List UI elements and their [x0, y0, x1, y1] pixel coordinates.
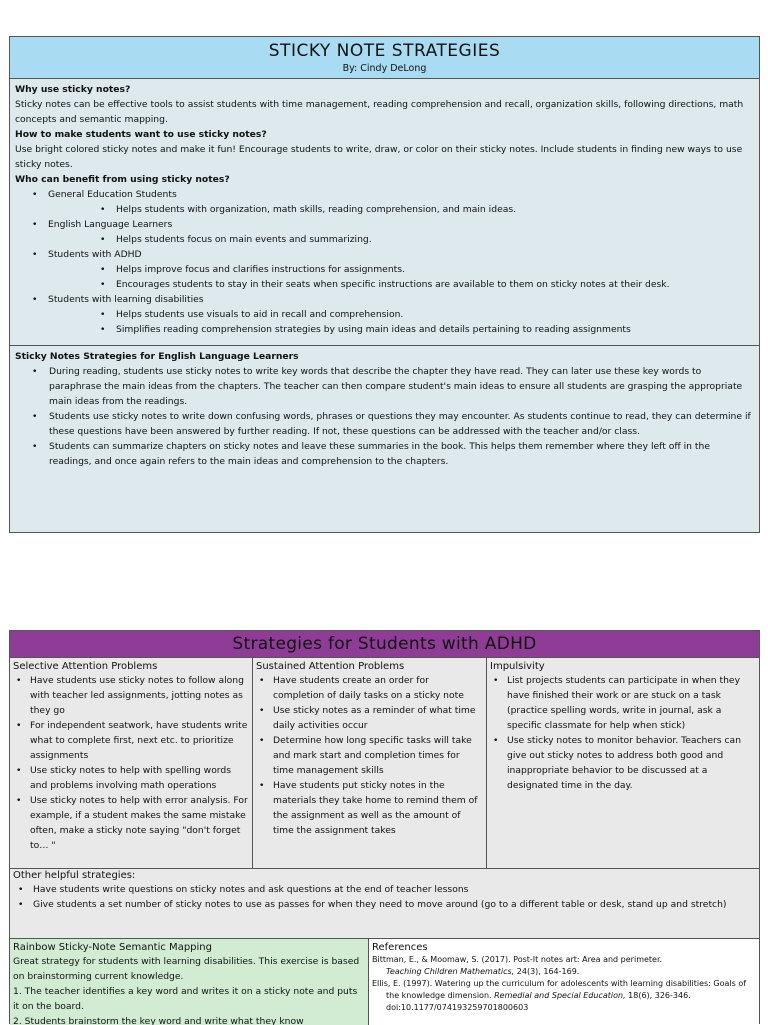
selective-heading: Selective Attention Problems	[13, 661, 158, 672]
other-strategies	[10, 869, 759, 939]
impulsivity-heading: Impulsivity	[490, 661, 545, 672]
impulsivity-item: • Use sticky notes to monitor behavior. Teachers can give out sticky notes to address both good and inappropriate behavior to be discussed at a designated time in the day.	[490, 733, 756, 793]
sticky-note-strategies-sheet	[9, 36, 760, 533]
impulsivity-item: • List projects students can participate in when they have finished their work or are stuck on a task (practice spelling words, write in journal, ask a specific classmate for help when stick)	[490, 673, 756, 733]
references-heading: References	[372, 942, 428, 953]
group-benefit: • Simplifies reading comprehension strategies by using main ideas and details pertaining to reading assignments	[48, 322, 754, 337]
group-label: Students with ADHD	[48, 249, 142, 260]
group-item	[15, 217, 754, 247]
reference-entry: Ellis, E. (1997). Watering up the curriculum for adolescents with learning disabilities: Goals of the knowledge dimension. Remedial and Special Education, 18(6), 326-346. doi:10.1177/074193259701800603	[372, 979, 747, 1012]
selective-item: • For independent seatwork, have students write what to complete first, next etc. to prioritize assignments	[13, 718, 249, 763]
groups-list	[15, 187, 754, 337]
rainbow-step: 1. The teacher identifies a key word and writes it on a sticky note and puts it on the board.	[13, 986, 358, 1012]
ell-item: • Students can summarize chapters on sticky notes and leave these summaries in the book. This helps them remember where they left off in the readings, and once again refers to the main ideas and comprehension to the chapters.	[15, 439, 754, 469]
intro-section	[10, 79, 759, 337]
impulsivity-column	[486, 658, 759, 868]
selective-item: • Have students use sticky notes to follow along with teacher led assignments, jotting notes as they go	[13, 673, 249, 718]
group-label: English Language Learners	[48, 219, 173, 230]
how-heading: How to make students want to use sticky notes?	[15, 129, 267, 140]
ell-heading: Sticky Notes Strategies for English Language Learners	[15, 351, 299, 362]
who-heading: Who can benefit from using sticky notes?	[15, 174, 230, 185]
ell-list	[15, 364, 754, 469]
other-heading: Other helpful strategies:	[13, 870, 136, 881]
adhd-title: Strategies for Students with ADHD	[10, 631, 759, 658]
group-label: General Education Students	[48, 189, 177, 200]
selective-item: • Use sticky notes to help with spelling words and problems involving math operations	[13, 763, 249, 793]
page-title: STICKY NOTE STRATEGIES	[268, 41, 501, 61]
ell-item: • Students use sticky notes to write down confusing words, phrases or questions they may encounter. As students continue to read, they can determine if these questions have been answered by further reading. If not, these questions can be addressed with the teacher and/or class.	[15, 409, 754, 439]
rainbow-mapping-box	[10, 939, 369, 1025]
selective-attention-column	[10, 658, 252, 868]
byline: By: Cindy DeLong	[342, 63, 427, 74]
ell-item: • During reading, students use sticky notes to write key words that describe the chapter they have read. They can later use these key words to paraphrase the main ideas from the chapters. The teacher can then compare student's main ideas to ensure all students are grasping the appropriate main ideas from the readings.	[15, 364, 754, 409]
group-item	[15, 187, 754, 217]
how-text: Use bright colored sticky notes and make it fun! Encourage students to write, draw, or color on their sticky notes. Include students in finding new ways to use sticky notes.	[15, 144, 743, 170]
group-benefit: • Helps improve focus and clarifies instructions for assignments.	[48, 262, 754, 277]
sustained-item: • Use sticky notes as a reminder of what time daily activities occur	[256, 703, 483, 733]
sustained-attention-column	[252, 658, 486, 868]
group-benefit: • Helps students use visuals to aid in recall and comprehension.	[48, 307, 754, 322]
selective-item: • Use sticky notes to help with error analysis. For example, if a student makes the same mistake often, make a sticky note saying "don't forget to… "	[13, 793, 249, 853]
rainbow-intro: Great strategy for students with learning disabilities. This exercise is based on brainstorming current knowledge.	[13, 956, 360, 982]
rainbow-step: 2. Students brainstorm the key word and write what they know	[13, 1016, 304, 1025]
sustained-heading: Sustained Attention Problems	[256, 661, 405, 672]
sustained-item: • Have students create an order for completion of daily tasks on a sticky note	[256, 673, 483, 703]
why-heading: Why use sticky notes?	[15, 84, 131, 95]
other-item: • Give students a set number of sticky notes to use as passes for when they need to move around (go to a different table or desk, stand up and stretch)	[13, 897, 756, 912]
adhd-columns	[10, 658, 759, 869]
reference-entry: Bittman, E., & Moomaw, S. (2017). Post-It notes art: Area and perimeter. Teaching Children Mathematics, 24(3), 164-169.	[372, 955, 663, 976]
group-benefit: • Encourages students to stay in their seats when specific instructions are available to them on sticky notes at their desk.	[48, 277, 754, 292]
group-label: Students with learning disabilities	[48, 294, 204, 305]
references-box	[369, 939, 759, 1025]
rainbow-heading: Rainbow Sticky-Note Semantic Mapping	[13, 942, 212, 953]
why-text: Sticky notes can be effective tools to assist students with time management, reading comprehension and recall, organization skills, following directions, math concepts and semantic mapping.	[15, 99, 744, 125]
sustained-item: • Determine how long specific tasks will take and mark start and completion times for time management skills	[256, 733, 483, 778]
ell-section	[10, 346, 759, 469]
other-item: • Have students write questions on sticky notes and ask questions at the end of teacher lessons	[13, 882, 756, 897]
group-benefit: • Helps students focus on main events and summarizing.	[48, 232, 754, 247]
adhd-strategies-sheet	[9, 630, 760, 1024]
title-banner	[10, 37, 759, 79]
sustained-item: • Have students put sticky notes in the materials they take home to remind them of the assignment as well as the amount of time the assignment takes	[256, 778, 483, 838]
group-benefit: • Helps students with organization, math skills, reading comprehension, and main ideas.	[48, 202, 754, 217]
group-item	[15, 292, 754, 337]
group-item	[15, 247, 754, 292]
bottom-row	[10, 939, 759, 1025]
